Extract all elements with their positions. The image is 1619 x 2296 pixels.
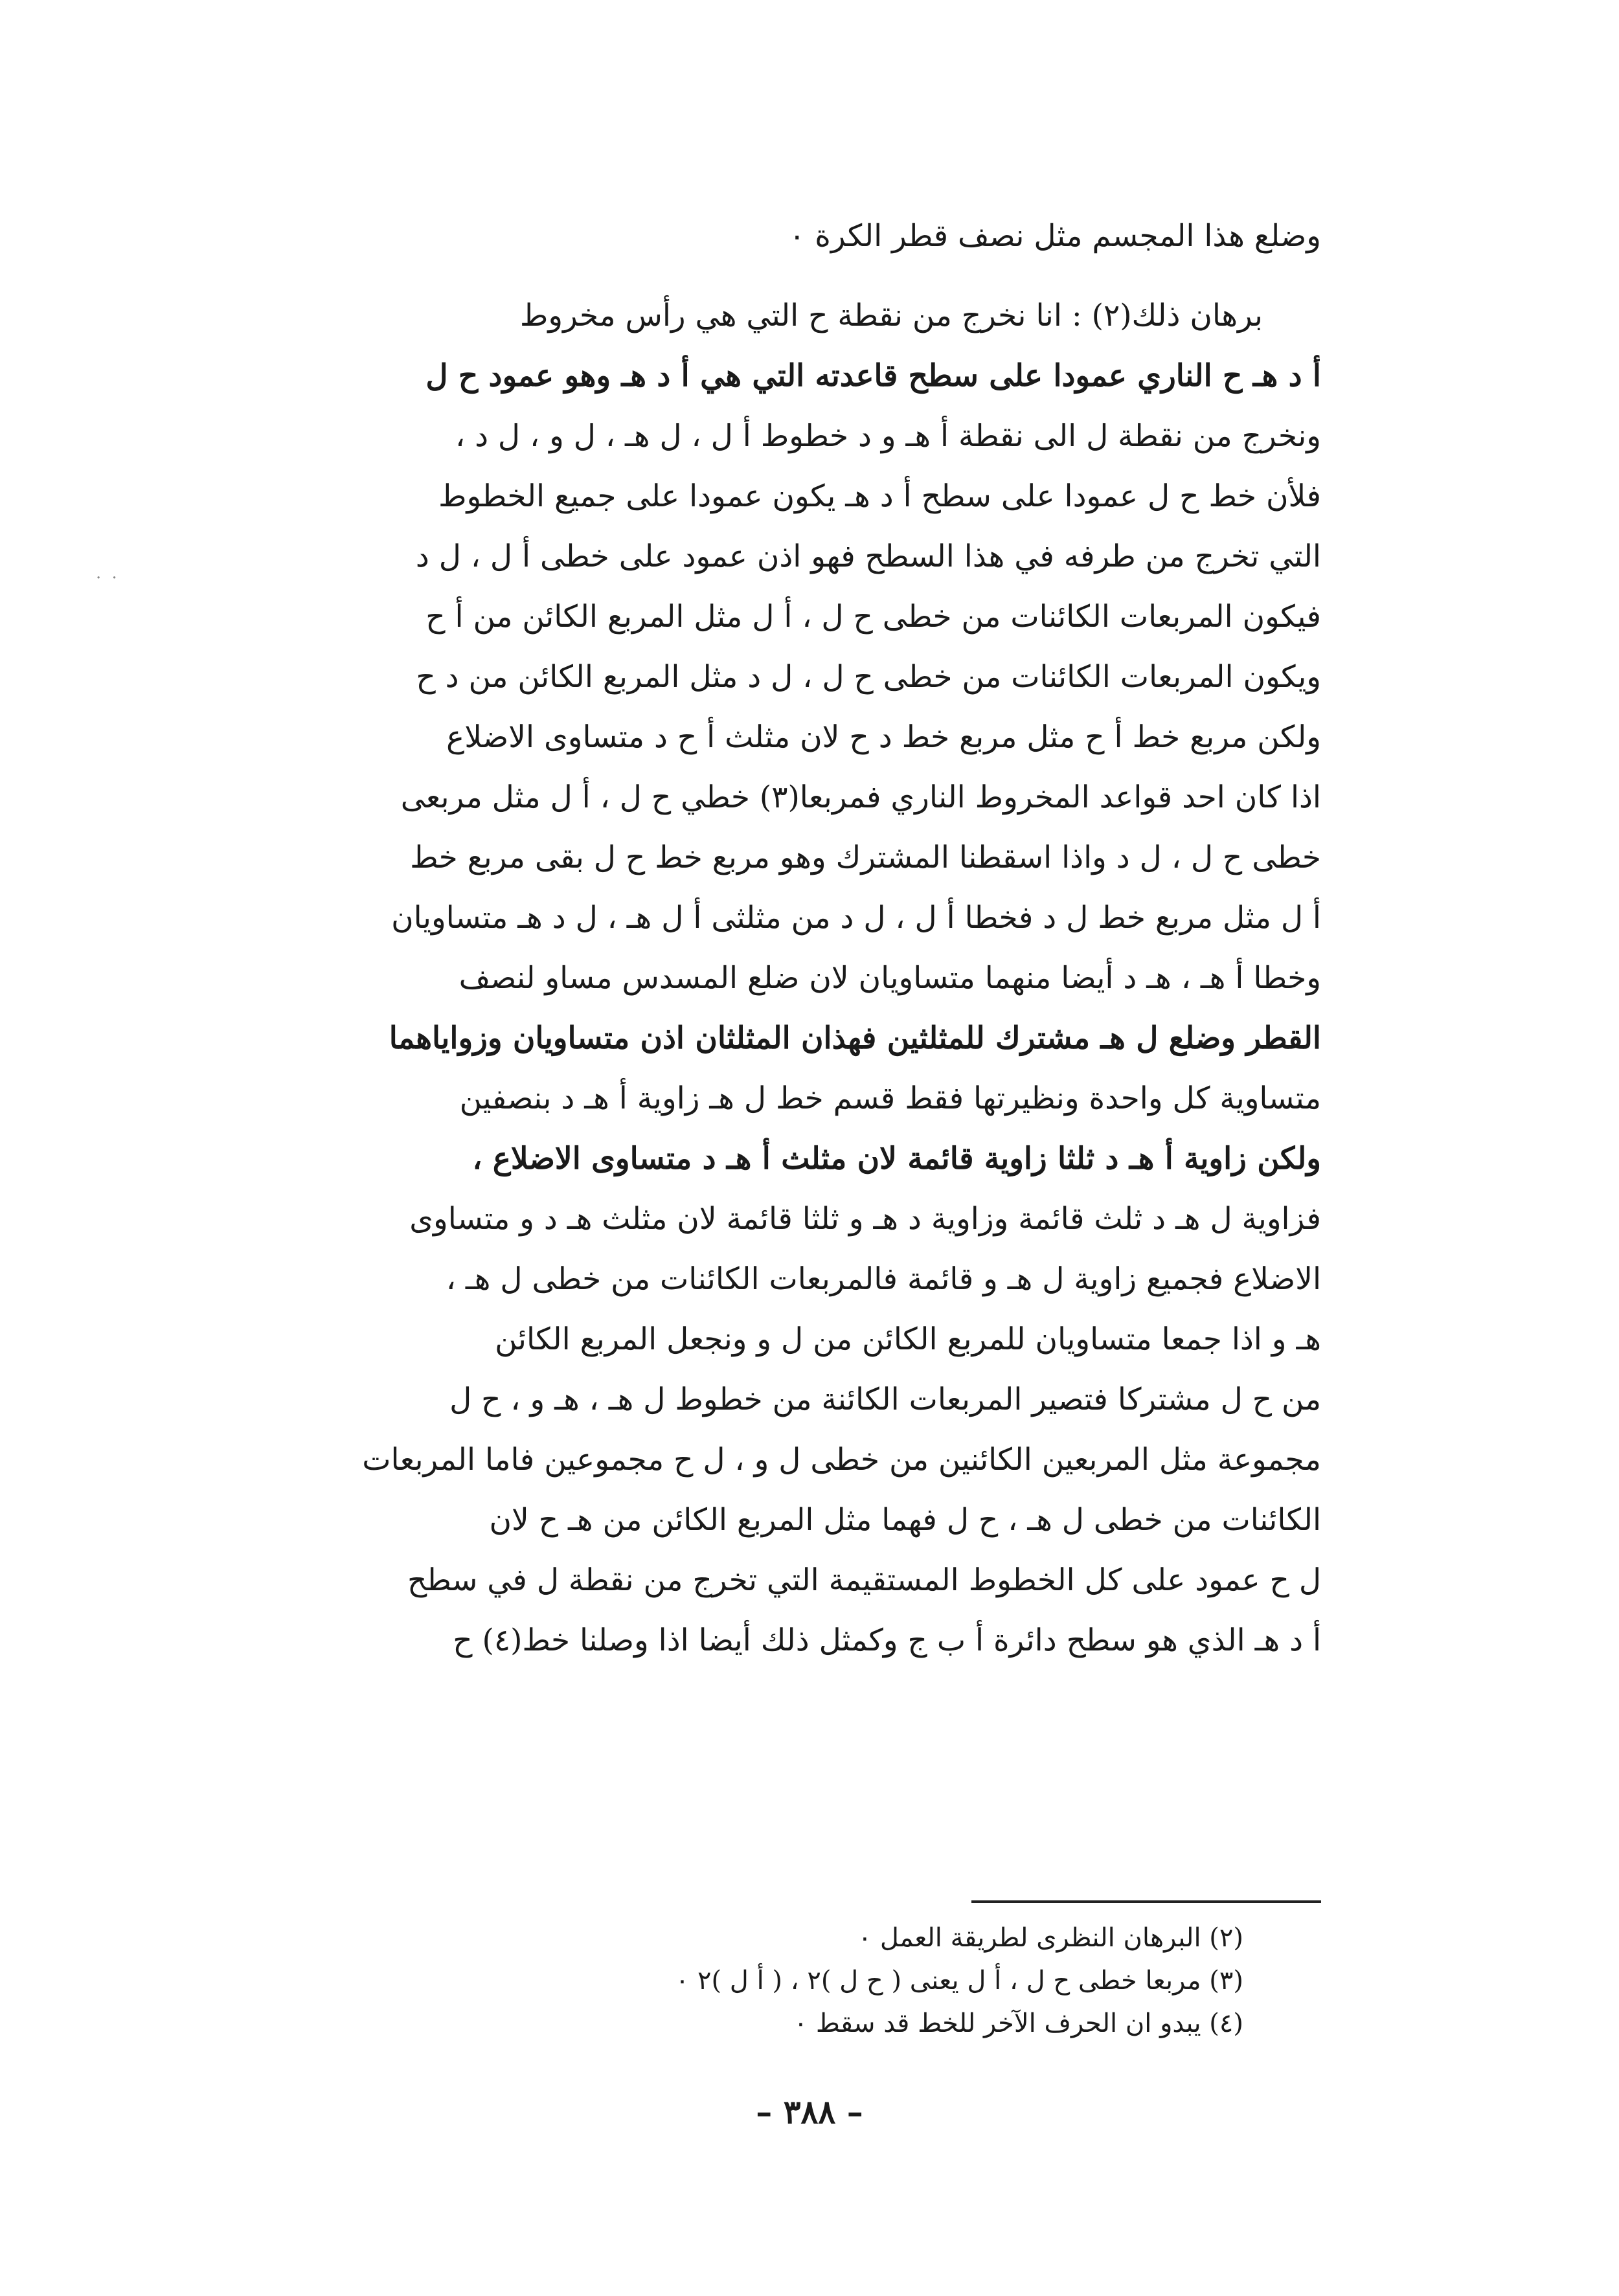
text-line: أ د هـ الذي هو سطح دائرة أ ب ج وكمثل ذلك أيضا اذا وصلنا خط(٤) ح [453, 1623, 1321, 1658]
text-line: ولكن زاوية أ هـ د ثلثا زاوية قائمة لان مثلث أ هـ د متساوى الاضلاع ، [472, 1141, 1321, 1176]
text-line: أ ل مثل مربع خط ل د فخطا أ ل ، ل د من مثلثى أ ل هـ ، ل د هـ متساويان [391, 900, 1321, 936]
text-line: ل ح عمود على كل الخطوط المستقيمة التي تخرج من نقطة ل في سطح [407, 1562, 1321, 1598]
text-line: التي تخرج من طرفه في هذا السطح فهو اذن عمود على خطى أ ل ، ل د [415, 539, 1321, 574]
text-line: فلأن خط ح ل عمودا على سطح أ د هـ يكون عمودا على جميع الخطوط [438, 478, 1321, 514]
footnote: (٣) مربعا خطى ح ل ، أ ل يعنى ( ح ل )٢ ، ( أ ل )٢ ٠ [675, 1966, 1243, 1996]
footnote: (٤) يبدو ان الحرف الآخر للخط قد سقط ٠ [793, 2009, 1243, 2038]
text-line: برهان ذلك(٢) : انا نخرج من نقطة ح التي هي رأس مخروط [519, 298, 1263, 333]
page-number: – ٣٨٨ – [756, 2093, 863, 2131]
footnote: (٢) البرهان النظرى لطريقة العمل ٠ [857, 1923, 1243, 1953]
text-line: وضلع هذا المجسم مثل نصف قطر الكرة ٠ [789, 218, 1321, 254]
text-line: خطى ح ل ، ل د واذا اسقطنا المشترك وهو مربع خط ح ل بقى مربع خط [410, 840, 1321, 875]
text-line: ويكون المربعات الكائنات من خطى ح ل ، ل د مثل المربع الكائن من د ح [416, 659, 1321, 695]
text-line: فزاوية ل هـ د ثلث قائمة وزاوية د هـ و ثلثا قائمة لان مثلث هـ د و متساوى [409, 1201, 1321, 1237]
text-line: أ د هـ ح الناري عمودا على سطح قاعدته التي هي أ د هـ وهو عمود ح ل [425, 358, 1321, 394]
text-line: ولكن مربع خط أ ح مثل مربع خط د ح لان مثلث أ ح د متساوى الاضلاع [446, 719, 1321, 755]
margin-marks: · · [96, 568, 120, 588]
text-line: القطر وضلع ل هـ مشترك للمثلثين فهذان المثلثان اذن متساويان وزواياهما [389, 1020, 1321, 1056]
text-line: من ح ل مشتركا فتصير المربعات الكائنة من خطوط ل هـ ، هـ و ، ح ل [449, 1382, 1321, 1417]
main-text [253, 206, 1321, 1671]
text-line: متساوية كل واحدة ونظيرتها فقط قسم خط ل هـ زاوية أ هـ د بنصفين [459, 1081, 1321, 1116]
text-line: الكائنات من خطى ل هـ ، ح ل فهما مثل المربع الكائن من هـ ح لان [489, 1502, 1321, 1538]
text-line: ونخرج من نقطة ل الى نقطة أ هـ و د خطوط أ ل ، ل هـ ، ل و ، ل د ، [455, 418, 1321, 454]
text-line: فيكون المربعات الكائنات من خطى ح ل ، أ ل مثل المربع الكائن من أ ح [425, 599, 1321, 635]
text-line: هـ و اذا جمعا متساويان للمربع الكائن من ل و ونجعل المربع الكائن [495, 1322, 1321, 1357]
text-line: مجموعة مثل المربعين الكائنين من خطى ل و ، ل ح مجموعين فاما المربعات [362, 1442, 1321, 1478]
text-line: اذا كان احد قواعد المخروط الناري فمربعا(٣) خطي ح ل ، أ ل مثل مربعى [400, 780, 1321, 815]
text-line: وخطا أ هـ ، هـ د أيضا منهما متساويان لان ضلع المسدس مساو لنصف [459, 960, 1321, 996]
footnote-divider [971, 1900, 1321, 1903]
footnotes [389, 1917, 1243, 2045]
text-line: الاضلاع فجميع زاوية ل هـ و قائمة فالمربعات الكائنات من خطى ل هـ ، [446, 1261, 1321, 1297]
